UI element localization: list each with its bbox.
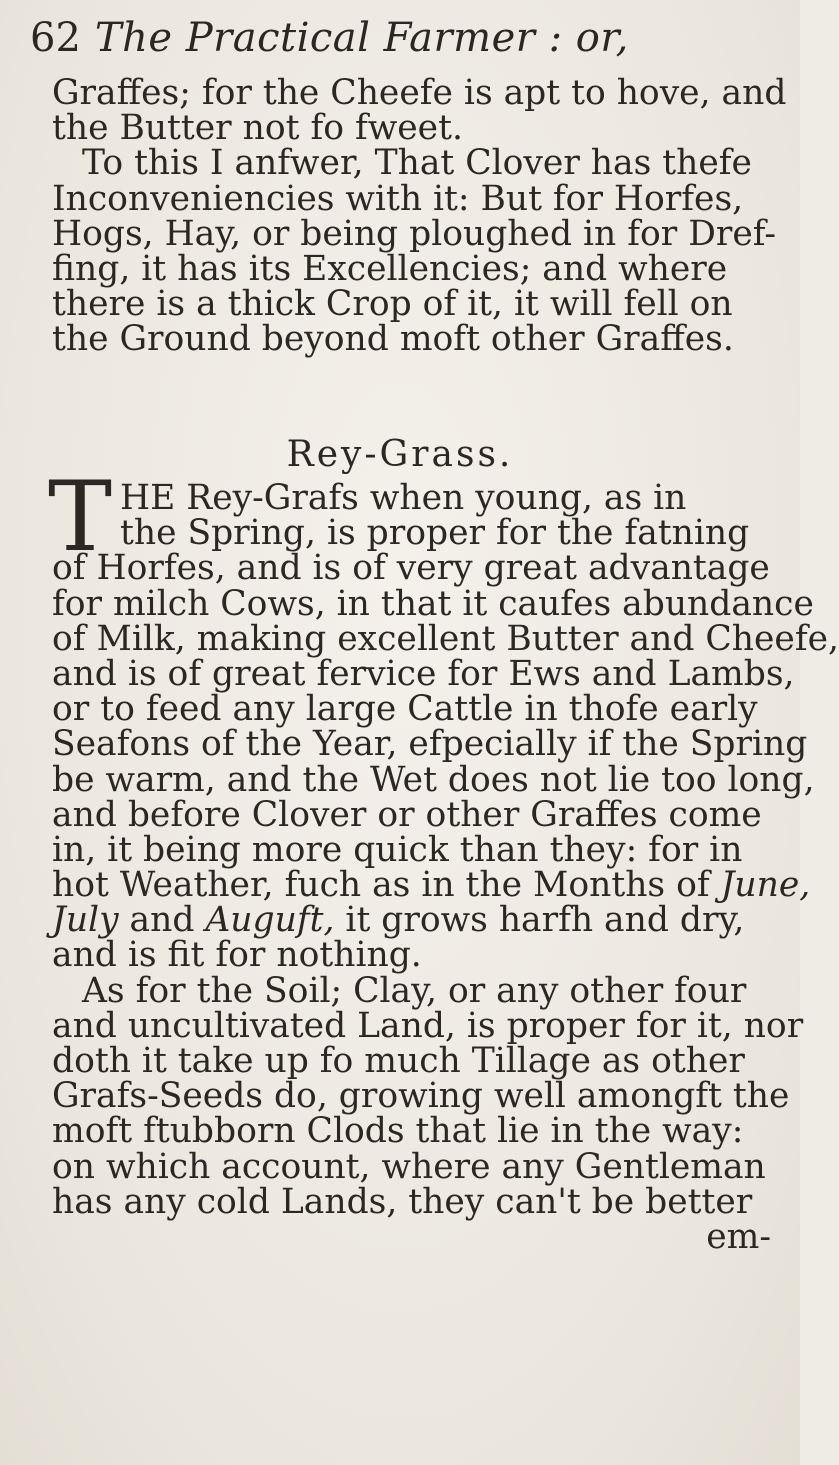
text-line: As for the Soil; Clay, or any other four <box>82 970 747 1011</box>
text-line: the Ground beyond moft other Graffes. <box>52 319 734 360</box>
intro-paragraphs <box>52 73 787 360</box>
text-line: the Spring, is proper for the fatning <box>120 513 750 554</box>
line-text: hot Weather, fuch as in the Months of <box>52 865 710 906</box>
text-line: there is a thick Crop of it, it will fell on <box>52 284 733 325</box>
text-line: Inconveniencies with it: But for Horfes, <box>52 178 744 219</box>
drop-cap-lines <box>120 478 750 554</box>
text-line-june <box>52 865 811 906</box>
drop-cap: T <box>48 461 113 573</box>
text-line: Hogs, Hay, or being ploughed in for Dref- <box>52 213 776 254</box>
text-line: of Milk, making excellent Butter and Cheefe, <box>52 618 839 659</box>
line-text: it grows harfh and dry, <box>334 900 745 941</box>
text-line: moft ftubborn Clods that lie in the way: <box>52 1111 744 1152</box>
text-line: or to feed any large Cattle in thofe early <box>52 689 758 730</box>
text-line: and before Clover or other Graffes come <box>52 794 762 835</box>
text-line: and is fit for nothing. <box>52 935 422 976</box>
catchword: em- <box>706 1216 771 1257</box>
text-line: doth it take up fo much Tillage as other <box>52 1041 745 1082</box>
text-line: HE Rey-Grafs when young, as in <box>120 478 687 518</box>
text-line: Grafs-Seeds do, growing well amongft the <box>52 1076 790 1117</box>
text-line: be warm, and the Wet does not lie too long, <box>52 759 815 800</box>
section-heading: Rey-Grass. <box>286 434 514 475</box>
text-line: on which account, where any Gentleman <box>52 1146 766 1187</box>
text-line: has any cold Lands, they can't be better <box>52 1181 753 1222</box>
text-line: To this I anfwer, That Clover has thefe <box>82 143 752 184</box>
text-line: and is of great fervice for Ews and Lambs, <box>52 653 795 694</box>
text-line: Seafons of the Year, efpecially if the Spring <box>52 724 808 765</box>
text-line: in, it being more quick than they: for in <box>52 829 743 870</box>
month-june: June, <box>720 865 811 906</box>
page-header <box>30 8 770 68</box>
page-number: 62 <box>30 15 81 61</box>
text-line: the Butter not fo fweet. <box>52 108 463 149</box>
month-august: Auguft, <box>205 900 335 941</box>
text-line-july-august <box>52 900 787 941</box>
text-line: of Horfes, and is of very great advantage <box>52 548 770 589</box>
text-line: Graffes; for the Cheefe is apt to hove, and <box>52 73 787 113</box>
text-line: for milch Cows, in that it caufes abundance <box>52 583 814 624</box>
running-title: The Practical Farmer : or, <box>94 15 629 61</box>
text-line: fing, it has its Excellencies; and where <box>52 248 728 289</box>
text-line: and uncultivated Land, is proper for it, nor <box>52 1005 804 1046</box>
month-july: July <box>52 900 119 941</box>
conjunction: and <box>118 900 206 941</box>
rey-grass-section <box>48 461 839 1257</box>
